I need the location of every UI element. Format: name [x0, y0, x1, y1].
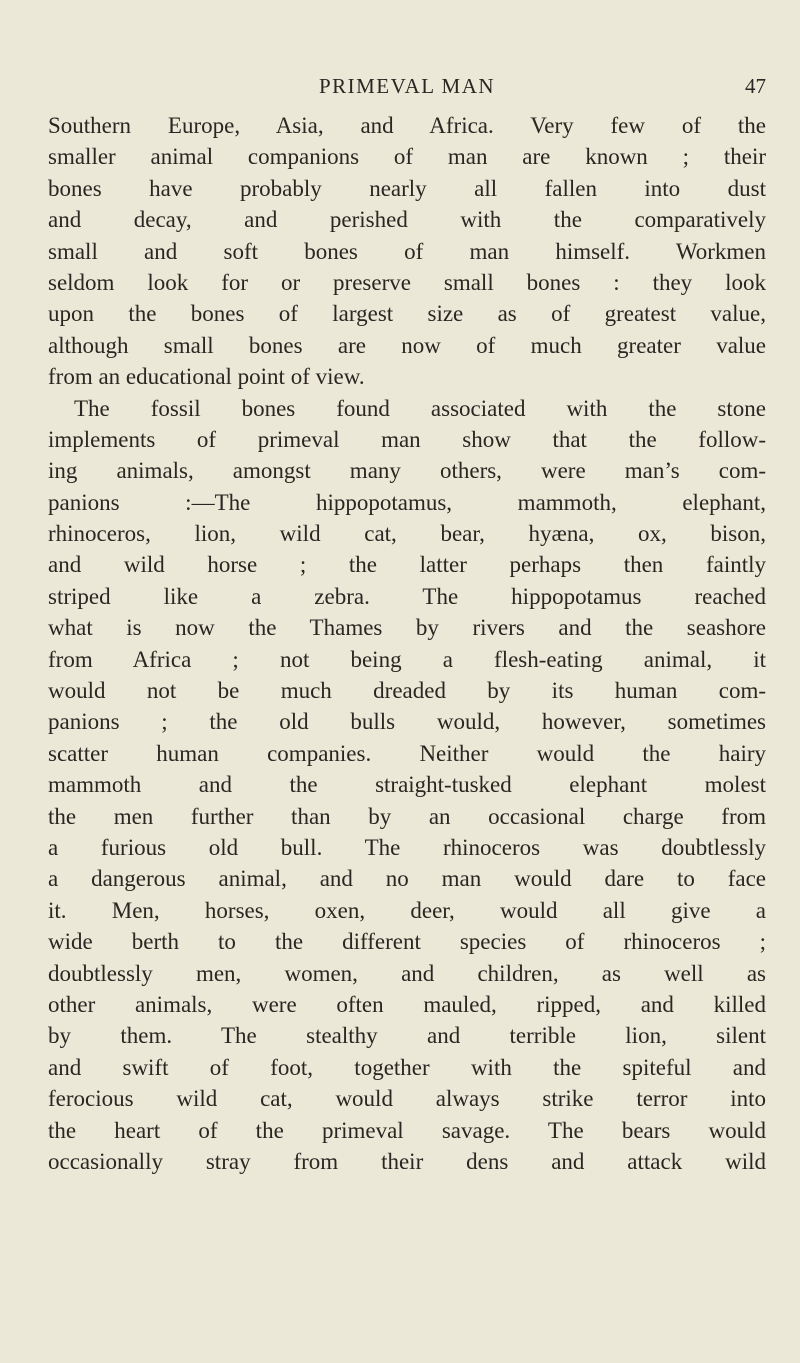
text-line: from an educational point of view. — [48, 364, 365, 390]
text-line: scatter human companies. Neither would the hairy — [48, 740, 766, 766]
text-line: a furious old bull. The rhinoceros was doubtlessly — [48, 834, 766, 860]
text-line: doubtlessly men, women, and children, as well as — [48, 960, 766, 986]
text-line: small and soft bones of man himself. Workmen — [48, 238, 766, 264]
text-line: would not be much dreaded by its human com- — [48, 678, 766, 704]
text-line: Southern Europe, Asia, and Africa. Very few of the — [48, 113, 766, 138]
page-number: 47 — [745, 74, 766, 98]
text-line: although small bones are now of much greater value — [48, 332, 766, 358]
text-line: panions :—The hippopotamus, mammoth, elephant, — [48, 489, 766, 515]
text-line: it. Men, horses, oxen, deer, would all give a — [48, 897, 766, 923]
text-line: implements of primeval man show that the follow- — [48, 426, 766, 452]
text-line: and decay, and perished with the comparatively — [48, 207, 766, 233]
text-line: bones have probably nearly all fallen into dust — [48, 175, 766, 201]
text-line: other animals, were often mauled, ripped, and killed — [48, 991, 766, 1017]
text-line: mammoth and the straight-tusked elephant molest — [48, 772, 766, 798]
text-line: ing animals, amongst many others, were man’s com- — [48, 458, 766, 484]
text-line: and wild horse ; the latter perhaps then faintly — [48, 552, 766, 578]
text-line: rhinoceros, lion, wild cat, bear, hyæna, ox, bison, — [48, 521, 766, 547]
running-title: PRIMEVAL MAN — [318, 74, 496, 98]
running-head — [48, 74, 766, 108]
text-line: a dangerous animal, and no man would dare to face — [48, 866, 766, 892]
text-line: what is now the Thames by rivers and the seashore — [48, 615, 766, 641]
text-line: seldom look for or preserve small bones : they look — [48, 269, 766, 295]
text-line: the men further than by an occasional charge from — [48, 803, 766, 829]
text-line: wide berth to the different species of rhinoceros ; — [48, 929, 766, 955]
text-line: by them. The stealthy and terrible lion, silent — [48, 1023, 766, 1049]
text-line: and swift of foot, together with the spiteful and — [48, 1054, 766, 1080]
text-line: occasionally stray from their dens and attack wild — [48, 1148, 766, 1174]
text-line: panions ; the old bulls would, however, sometimes — [48, 709, 766, 735]
text-line: the heart of the primeval savage. The bears would — [48, 1117, 766, 1143]
body-text — [48, 110, 766, 1177]
text-line: from Africa ; not being a flesh-eating animal, it — [48, 646, 766, 672]
text-line: The fossil bones found associated with the stone — [74, 395, 766, 421]
text-line: ferocious wild cat, would always strike terror into — [48, 1086, 766, 1112]
text-line: smaller animal companions of man are known ; their — [48, 144, 766, 170]
text-line: upon the bones of largest size as of greatest value, — [48, 301, 766, 327]
text-line: striped like a zebra. The hippopotamus reached — [48, 583, 766, 609]
